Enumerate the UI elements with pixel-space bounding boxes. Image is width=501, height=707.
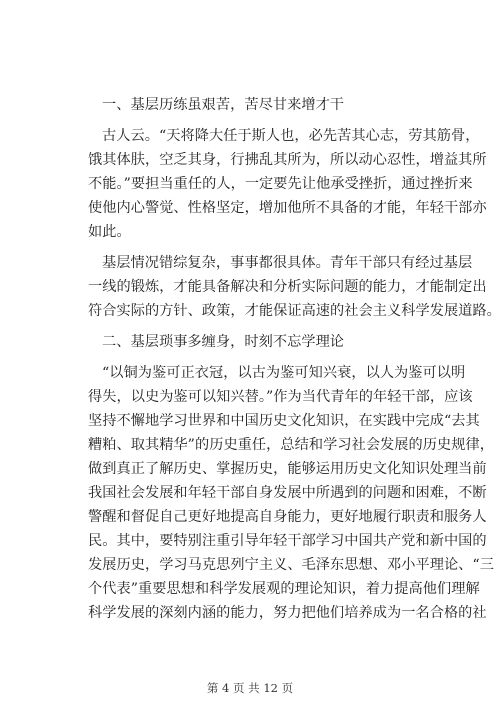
paragraph-1-line-1: 古人云。“天将降大任于斯人也，必先苦其心志，劳其筋骨， bbox=[102, 128, 480, 144]
paragraph-2-line-3: 符合实际的方针、政策，才能保证高速的社会主义科学发展道路。 bbox=[88, 303, 501, 319]
paragraph-3-line-10: 个代表”重要思想和科学发展观的理论知识，着力提高他们理解 bbox=[88, 581, 480, 597]
paragraph-1-line-2: 饿其体肤，空乏其身，行拂乱其所为，所以动心忍性，增益其所 bbox=[88, 152, 487, 168]
paragraph-2-line-2: 一线的锻炼，才能具备解决和分析实际问题的能力，才能制定出 bbox=[88, 279, 487, 295]
section-heading-2: 二、基层琐事多缠身，时刻不忘学理论 bbox=[102, 334, 345, 350]
page-footer bbox=[0, 680, 500, 696]
section-heading-1: 一、基层历练虽艰苦，苦尽甘来增才干 bbox=[102, 97, 345, 113]
paragraph-1-line-5: 如此。 bbox=[88, 224, 131, 240]
paragraph-3-line-7: 警醒和督促自己更好地提高自身能力，更好地履行职责和服务人 bbox=[88, 509, 487, 525]
document-body bbox=[88, 93, 501, 625]
paragraph-3-line-1: “以铜为鉴可正衣冠，以古为鉴可知兴衰，以人为鉴可以明 bbox=[102, 365, 466, 381]
page-number: 第 4 页 共 12 页 bbox=[206, 681, 294, 695]
paragraph-3-line-11: 科学发展的深刻内涵的能力，努力把他们培养成为一名合格的社 bbox=[88, 605, 487, 621]
paragraph-3-line-6: 我国社会发展和年轻干部自身发展中所遇到的问题和困难，不断 bbox=[88, 485, 487, 501]
paragraph-2-line-1: 基层情况错综复杂，事事都很具体。青年干部只有经过基层 bbox=[102, 255, 473, 271]
paragraph-1-line-4: 使他内心警觉、性格坚定，增加他所不具备的才能，年轻干部亦 bbox=[88, 200, 487, 216]
paragraph-1-line-3: 不能。”要担当重任的人，一定要先让他承受挫折，通过挫折来 bbox=[88, 176, 473, 192]
paragraph-3-line-3: 坚持不懈地学习世界和中国历史文化知识，在实践中完成“去其 bbox=[88, 413, 480, 429]
paragraph-3-line-4: 糟粕、取其精华”的历史重任，总结和学习社会发展的历史规律， bbox=[88, 437, 494, 453]
paragraph-3-line-8: 民。其中，要特别注重引导年轻干部学习中国共产党和新中国的 bbox=[88, 533, 487, 549]
paragraph-3-line-5: 做到真正了解历史、掌握历史，能够运用历史文化知识处理当前 bbox=[88, 461, 487, 477]
paragraph-3-line-2: 得失，以史为鉴可以知兴替。”作为当代青年的年轻干部，应该 bbox=[88, 389, 473, 405]
paragraph-3-line-9: 发展历史，学习马克思列宁主义、毛泽东思想、邓小平理论、“三 bbox=[88, 557, 494, 573]
